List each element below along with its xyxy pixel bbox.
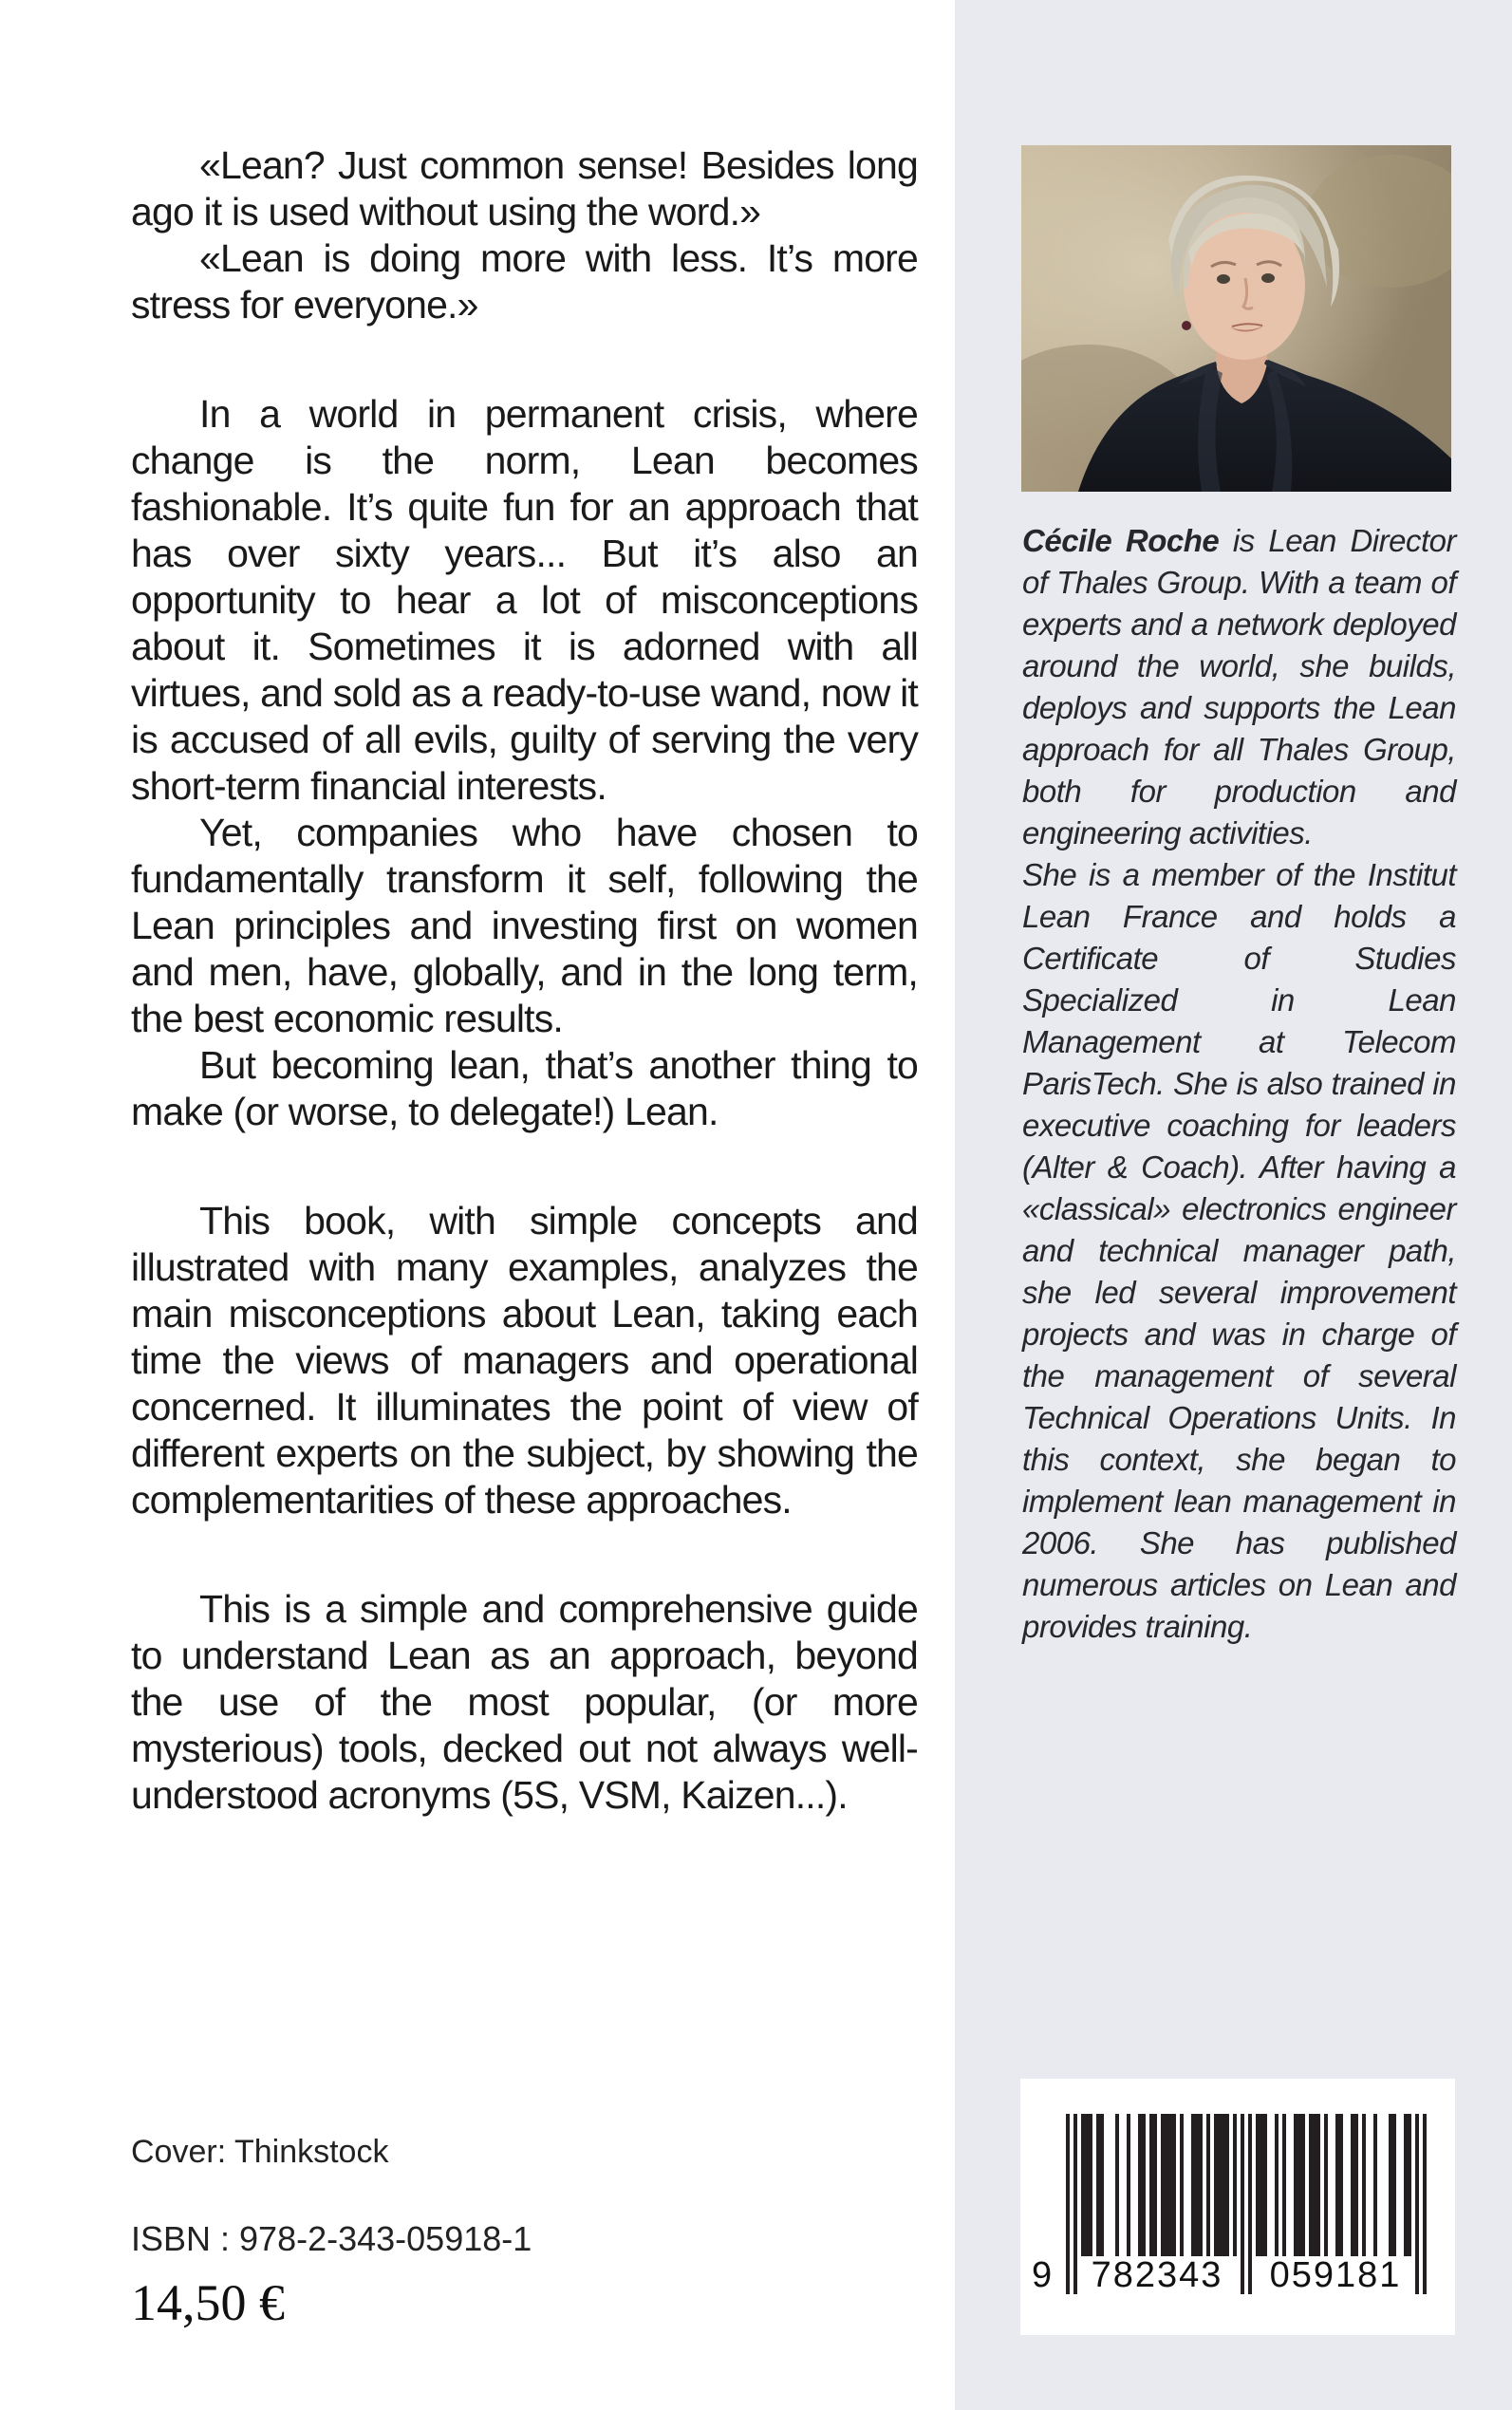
author-portrait-illustration: [1021, 145, 1451, 492]
bio-paragraph: She is a member of the Institut Lean France and holds a Certificate of Studies Specialized in Lean Management at Telecom ParisTech. She is also trained in executive coaching for leaders (Alter & Coach). After having a «classical» electronics engineer and technical manager path, she led several improvement projects and was in charge of the management of several Technical Operations Units. In this context, she began to implement lean management in 2006. She has published numerous articles on Lean and provides training.: [1022, 857, 1456, 1644]
quote-paragraph: «Lean? Just common sense! Besides long ago it is used without using the word.»: [131, 143, 918, 234]
bio-paragraph: Cécile Roche is Lean Director of Thales Group. With a team of experts and a network deployed around the world, she builds, deploys and supports the Lean approach for all Thales Group, both for production and engineering activities.: [1022, 523, 1457, 850]
body-paragraph: In a world in permanent crisis, where change is the norm, Lean becomes fashionable. It’s quite fun for an approach that has over sixty years... But it’s also an opportunity to hear a lot of misconceptions about it. Sometimes it is adorned with all virtues, and sold as a ready-to-use wand, now it is accused of all evils, guilty of serving the very short-term financial interests.: [131, 392, 918, 808]
body-paragraph: Yet, companies who have chosen to fundamentally transform it self, following the Lean principles and investing first on women and men, have, globally, and in the long term, the best economic results.: [131, 811, 918, 1040]
cover-credit: Cover: Thinkstock: [131, 2134, 389, 2170]
author-bio: [1022, 520, 1456, 1648]
author-column: [955, 0, 1512, 2410]
barcode-digit-group: 059181: [1269, 2255, 1402, 2295]
barcode-panel: [1020, 2079, 1455, 2335]
body-paragraph: This is a simple and comprehensive guide to understand Lean as an approach, beyond the use of the most popular, (or more mysterious) tools, decked out not always well-understood acronyms (5S, VSM, Kaizen...).: [131, 1587, 918, 1817]
barcode-digit-group: 782343: [1091, 2255, 1223, 2295]
author-photo: [1021, 145, 1451, 492]
quote-paragraph: «Lean is doing more with less. It’s more stress for everyone.»: [131, 236, 918, 327]
author-name: Cécile Roche: [1022, 523, 1220, 558]
body-paragraph: But becoming lean, that’s another thing to make (or worse, to delegate!) Lean.: [131, 1043, 918, 1133]
body-paragraph: This book, with simple concepts and illustrated with many examples, analyzes the main misconceptions about Lean, taking each time the views of managers and operational concerned. It illuminates the point of view of different experts on the subject, by showing the complementarities of these approaches.: [131, 1199, 918, 1522]
synopsis-text-block: [131, 142, 918, 1819]
barcode-digit-group: 9: [1032, 2255, 1053, 2295]
price-text: 14,50 €: [131, 2274, 285, 2331]
isbn-text: ISBN : 978-2-343-05918-1: [131, 2219, 532, 2258]
